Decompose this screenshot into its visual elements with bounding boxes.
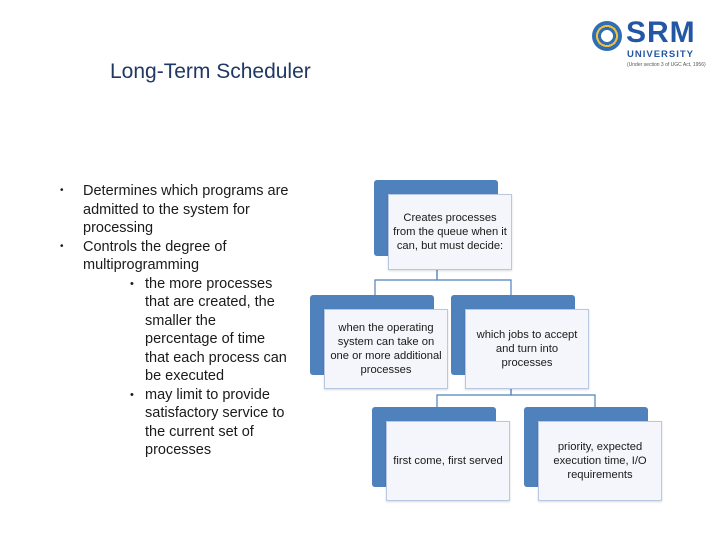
node-text: when the operating system can take on one or more additional processes	[330, 322, 442, 376]
node-label	[388, 194, 512, 270]
diagram-node-left	[310, 295, 442, 376]
node-label	[465, 309, 589, 389]
bullet-dot-icon: •	[60, 240, 64, 252]
node-text: priority, expected execution time, I/O requirements	[553, 441, 647, 481]
bullet-dot-icon: •	[60, 185, 64, 196]
sub-bullet-text: the more processes that are created, the smaller the percentage of time that each process can be executed	[145, 275, 287, 384]
logo-subtitle: UNIVERSITY	[627, 49, 695, 60]
bullet-text: Controls the degree of multiprogramming	[83, 238, 227, 273]
node-text: which jobs to accept and turn into processes	[476, 329, 578, 369]
node-label	[324, 309, 448, 389]
bullet-text: Determines which programs are admitted to the system for processing	[83, 183, 289, 236]
diagram-node-priority	[524, 407, 648, 487]
node-text: first come, first served	[393, 455, 503, 467]
node-label	[386, 421, 510, 501]
diagram-node-root	[374, 180, 507, 256]
bullet-dot-icon: •	[130, 277, 134, 290]
logo-tagline: (Under section 3 of UGC Act, 1956)	[627, 62, 706, 68]
node-label	[538, 421, 662, 501]
bullet-dot-icon: •	[130, 388, 134, 401]
diagram-node-right	[451, 295, 578, 375]
node-text: Creates processes from the queue when it can, but must decide:	[393, 212, 507, 252]
logo-wordmark: SRM	[626, 16, 696, 49]
slide-title: Long-Term Scheduler	[110, 60, 311, 83]
diagram-node-first-come	[372, 407, 503, 487]
sub-bullet-text: may limit to provide satisfactory service to the current set of processes	[145, 386, 285, 458]
